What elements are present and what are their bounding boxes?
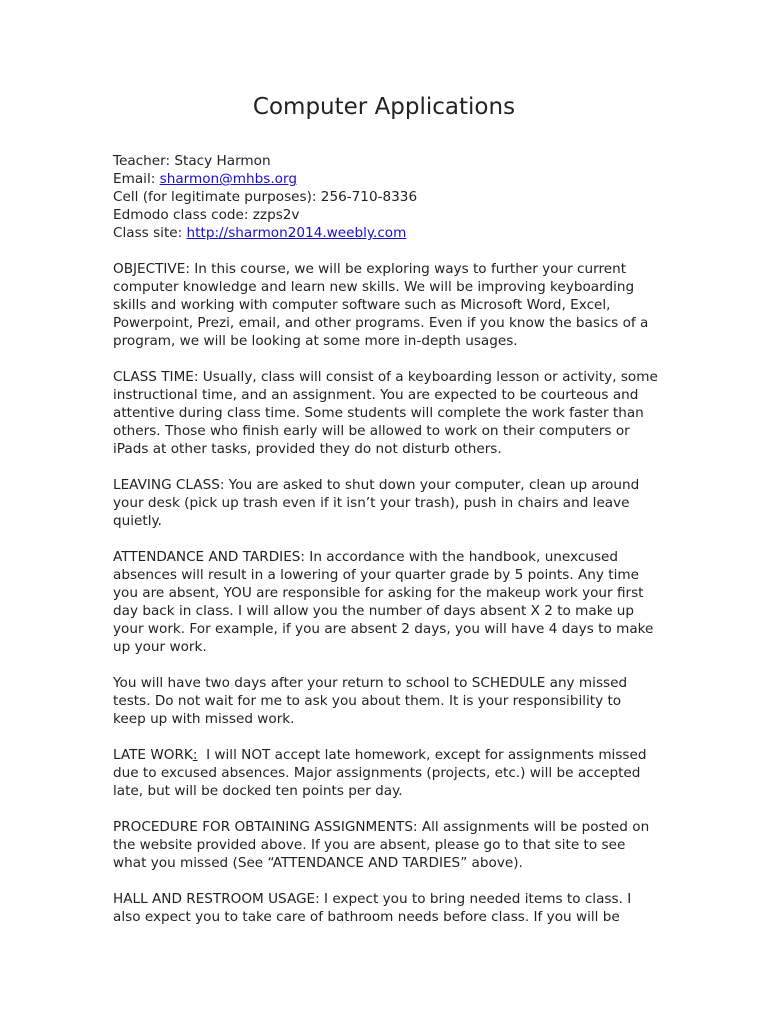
paragraph-line: the website provided above. If you are absent, please go to that site to see [113, 837, 626, 853]
paragraph-line: iPads at other tasks, provided they do not disturb others. [113, 441, 502, 457]
paragraph-line: LEAVING CLASS: You are asked to shut down your computer, clean up around [113, 477, 640, 493]
procedure-paragraph [113, 818, 673, 872]
paragraph-line: keep up with missed work. [113, 711, 295, 727]
paragraph-line: others. Those who finish early will be allowed to work on their computers or [113, 423, 630, 439]
paragraph-line: what you missed (See “ATTENDANCE AND TARDIES” above). [113, 855, 523, 871]
class-time-paragraph [113, 368, 673, 458]
paragraph-line: program, we will be looking at some more in-depth usages. [113, 333, 518, 349]
class-site-line [113, 224, 673, 242]
objective-paragraph [113, 260, 673, 350]
late-work-colon: : [192, 747, 198, 763]
teacher-label: Teacher: [113, 153, 175, 169]
paragraph-line: absences will result in a lowering of your quarter grade by 5 points. Any time [113, 567, 639, 583]
paragraph-line: day back in class. I will allow you the number of days absent X 2 to make up [113, 603, 635, 619]
paragraph-line: attentive during class time. Some students will complete the work faster than [113, 405, 644, 421]
paragraph-line: quietly. [113, 513, 162, 529]
paragraph-line: late, but will be docked ten points per day. [113, 783, 403, 799]
paragraph-line: CLASS TIME: Usually, class will consist of a keyboarding lesson or activity, some [113, 369, 658, 385]
late-work-label: LATE WORK [113, 747, 193, 763]
email-line [113, 170, 673, 188]
email-label: Email: [113, 171, 160, 187]
paragraph-line: computer knowledge and learn new skills. We will be improving keyboarding [113, 279, 635, 295]
class-site-link[interactable]: http://sharmon2014.weebly.com [186, 225, 407, 241]
class-site-label: Class site: [113, 225, 187, 241]
schedule-paragraph [113, 674, 673, 728]
document-body [113, 152, 673, 944]
paragraph-line: your work. For example, if you are absent 2 days, you will have 4 days to make [113, 621, 654, 637]
attendance-paragraph [113, 548, 673, 656]
paragraph-line: up your work. [113, 639, 207, 655]
paragraph-line: You will have two days after your return to school to SCHEDULE any missed [113, 675, 628, 691]
teacher-name: Stacy Harmon [174, 153, 271, 169]
late-work-paragraph [113, 746, 673, 800]
paragraph-line: PROCEDURE FOR OBTAINING ASSIGNMENTS: All assignments will be posted on [113, 819, 650, 835]
document-title: Computer Applications [252, 94, 516, 120]
paragraph-line: skills and working with computer software such as Microsoft Word, Excel, [113, 297, 611, 313]
late-work-first-line: I will NOT accept late homework, except for assignments missed [197, 747, 647, 763]
paragraph-line: ATTENDANCE AND TARDIES: In accordance with the handbook, unexcused [113, 549, 619, 565]
paragraph-line: OBJECTIVE: In this course, we will be exploring ways to further your current [113, 261, 627, 277]
paragraph-line [113, 746, 673, 764]
paragraph-line: also expect you to take care of bathroom needs before class. If you will be [113, 909, 620, 925]
teacher-info [113, 152, 673, 242]
cell-line: Cell (for legitimate purposes): 256-710-8336 [113, 189, 418, 205]
paragraph-line: your desk (pick up trash even if it isn’t your trash), push in chairs and leave [113, 495, 630, 511]
teacher-line [113, 152, 673, 170]
hall-restroom-paragraph [113, 890, 673, 926]
paragraph-line: Powerpoint, Prezi, email, and other programs. Even if you know the basics of a [113, 315, 649, 331]
paragraph-line: instructional time, and an assignment. You are expected to be courteous and [113, 387, 639, 403]
paragraph-line: HALL AND RESTROOM USAGE: I expect you to bring needed items to class. I [113, 891, 632, 907]
paragraph-line: tests. Do not wait for me to ask you about them. It is your responsibility to [113, 693, 622, 709]
email-link[interactable]: sharmon@mhbs.org [159, 171, 297, 187]
paragraph-line: you are absent, YOU are responsible for asking for the makeup work your first [113, 585, 644, 601]
edmodo-line: Edmodo class code: zzps2v [113, 207, 300, 223]
paragraph-line: due to excused absences. Major assignments (projects, etc.) will be accepted [113, 765, 641, 781]
leaving-class-paragraph [113, 476, 673, 530]
